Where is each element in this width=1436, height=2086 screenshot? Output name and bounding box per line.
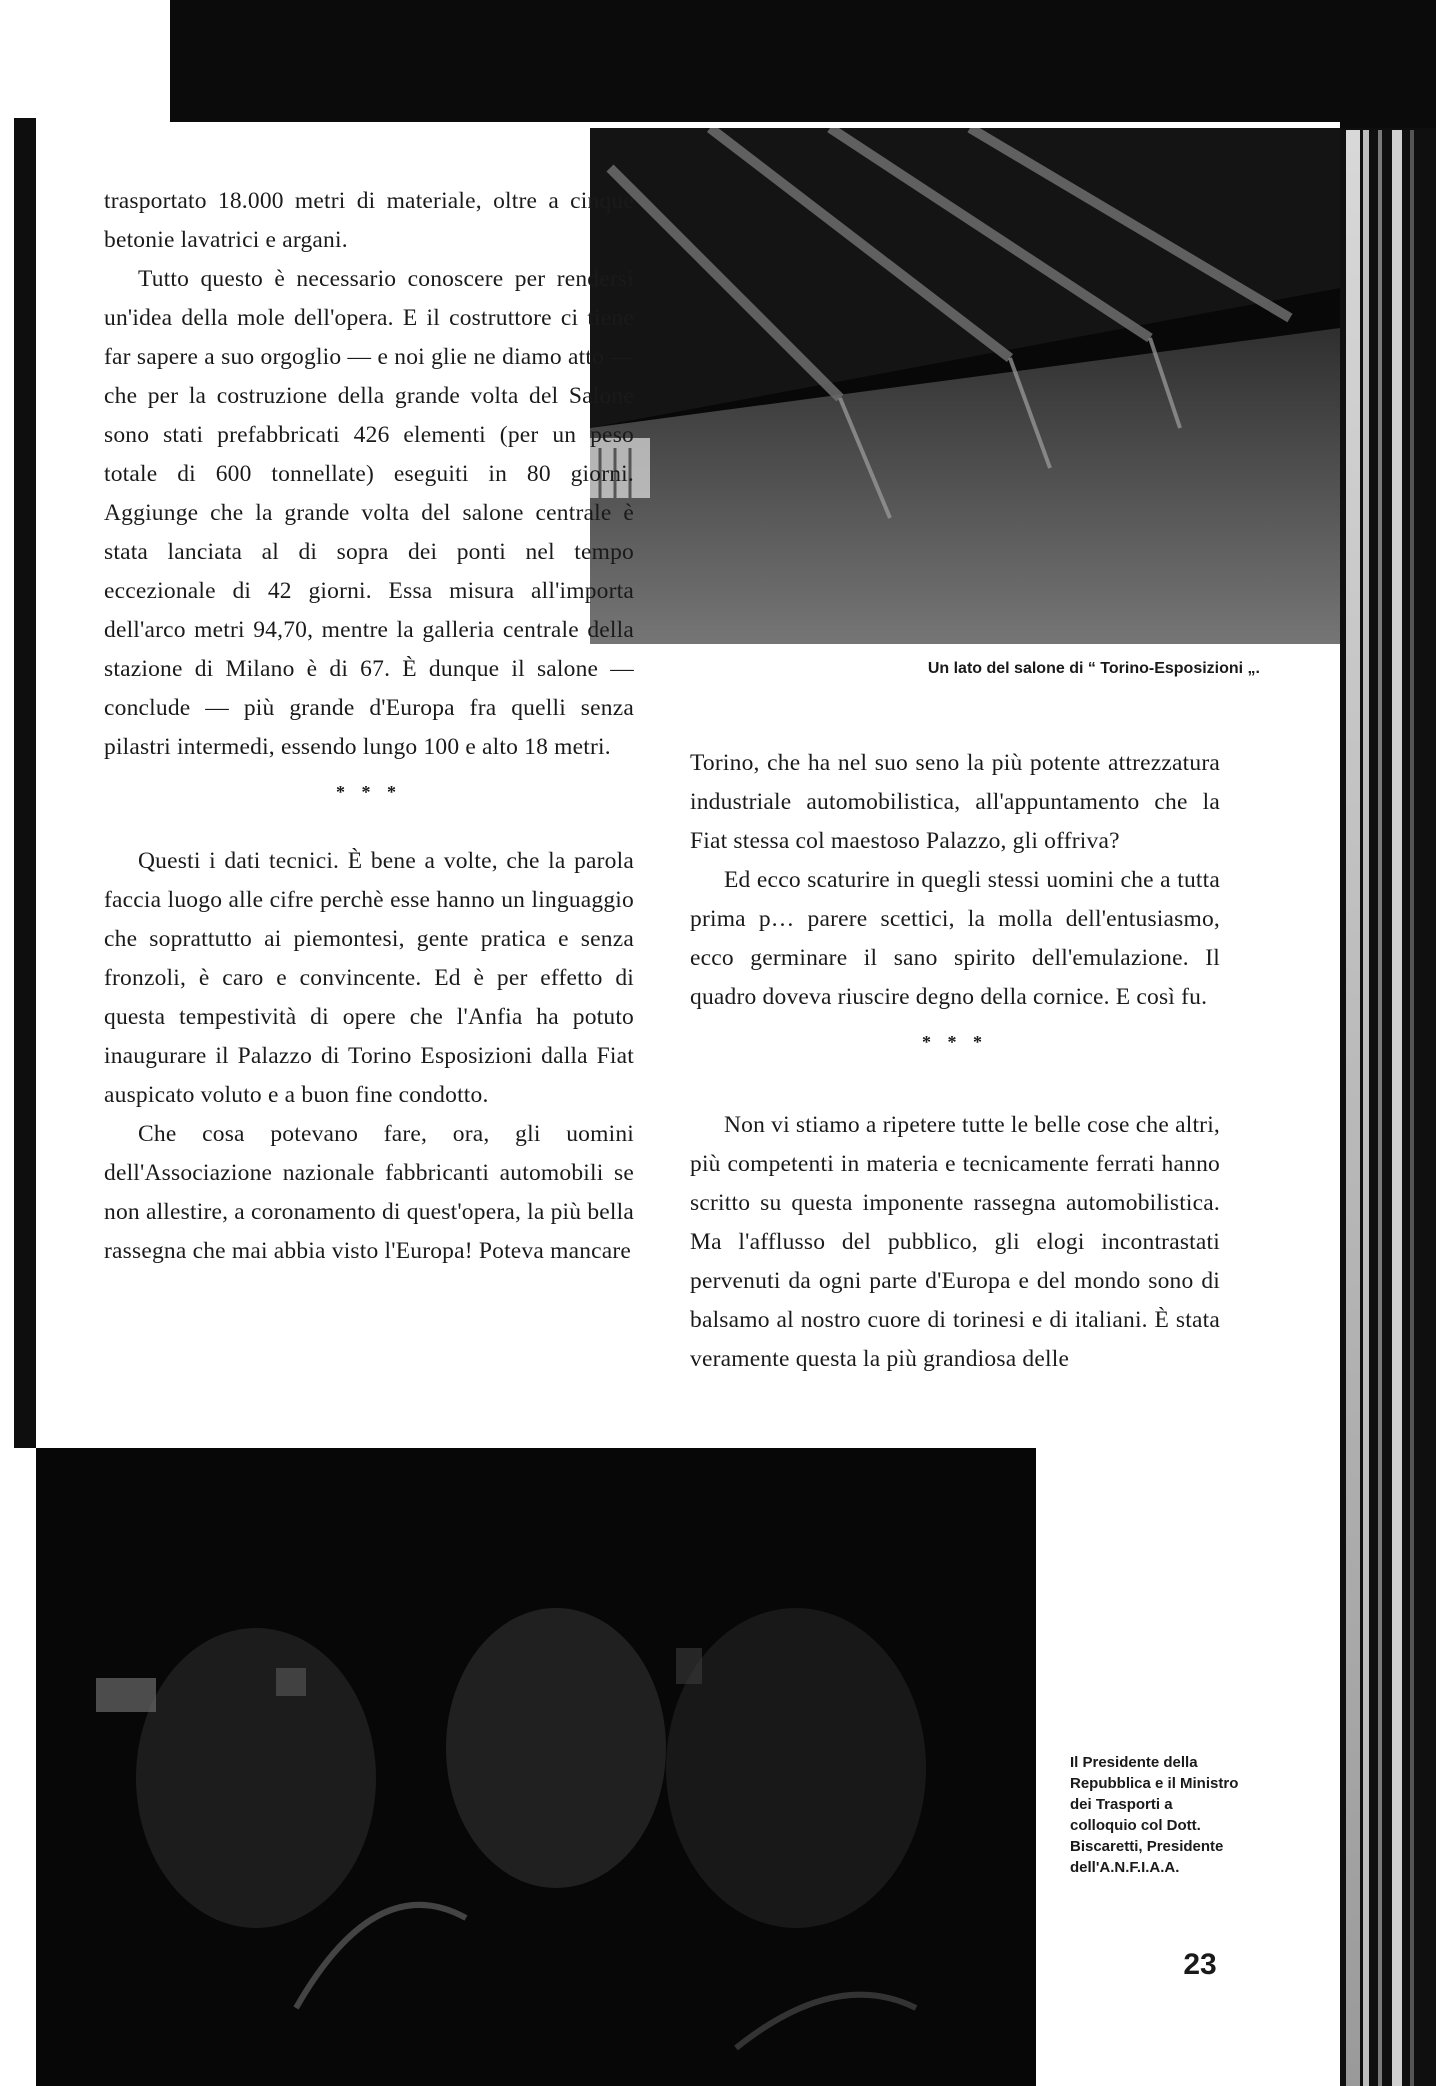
paragraph: Non vi stiamo a ripetere tutte le belle cose che altri, più competenti in materia e tecnicamente ferrati hanno scritto su questa imponente rassegna automobilistica. Ma l'afflusso del pubblico, gli elogi incontrastati pervenuti da ogni parte d'Europa e del mondo sono di balsamo al nostro cuore di torinesi e di italiani. È stata veramente questa la più grandiosa delle [690,1112,1220,1372]
scan-border-top [170,0,1436,128]
paragraph: Questi i dati tecnici. È bene a volte, che la parola faccia luogo alle cifre perchè esse hanno un linguaggio che soprattutto ai piemontesi, gente pratica e senza fronzoli, è caro e convincente. Ed è per effetto di questa tempestività di opere che l'Anfia ha potuto inaugurare il Palazzo di Torino Esposizioni dalla Fiat auspicato voluto e a buon fine condotto. [104,848,634,1108]
section-divider: * * * [336,782,402,802]
scan-margin-left [0,118,14,1448]
hall-photo-caption: Un lato del salone di “ Torino-Esposizioni „. [927,660,1260,677]
book-spine-edge [1346,130,1360,2086]
book-spine-edge [1410,130,1414,2086]
page-number: 23 [1183,1948,1217,1981]
paragraph: Torino, che ha nel suo seno la più potente attrezzatura industriale automobilistica, all'appuntamento che la Fiat stessa col maestoso Palazzo, gli offriva? [690,750,1220,854]
president-photo-caption: Il Presidente della Repubblica e il Ministro dei Trasporti a colloquio col Dott. Biscaretti, Presidente dell'A.N.F.I.A.A. [1070,1754,1239,1876]
book-spine-edge [1392,130,1402,2086]
paragraph: Tutto questo è necessario conoscere per rendersi un'idea della mole dell'opera. E il costruttore ci tiene far sapere a suo orgoglio — e noi glie ne diamo atto — che per la costruzione della grande volta del Salone sono stati prefabbricati 426 elementi (per un peso totale di 600 tonnellate) eseguiti in 80 giorni. Aggiunge che la grande volta del salone centrale è stata lanciata al di sopra dei ponti nel tempo eccezionale di 42 giorni. Essa misura all'importa dell'arco metri 94,70, mentre la galleria centrale della stazione di Milano è di 67. È dunque il salone — conclude — più grande d'Europa fra quelli senza pilastri intermedi, essendo lungo 100 e alto 18 metri. [104,266,634,760]
hall-photo [590,128,1340,644]
book-spine-edge [1378,130,1382,2086]
right-text-column [690,744,1220,1379]
president-photo-illustration [36,1448,1036,2086]
book-spine-edge [1363,130,1369,2086]
hall-photo-illustration [590,128,1340,644]
scan-corner [0,0,170,120]
section-divider: * * * [922,1032,988,1052]
president-photo [36,1448,1036,2086]
left-text-column [104,182,634,1271]
paragraph: Ed ecco scaturire in quegli stessi uomini che a tutta prima p… parere scettici, la molla dell'entusiasmo, ecco germinare il sano spirito dell'emulazione. Il quadro doveva riuscire degno della cornice. E così fu. [690,867,1220,1010]
paragraph: trasportato 18.000 metri di materiale, oltre a cinque betonie lavatrici e argani. [104,188,634,253]
paragraph: Che cosa potevano fare, ora, gli uomini dell'Associazione nazionale fabbricanti automobili se non allestire, a coronamento di quest'opera, la più bella rassegna che mai abbia visto l'Europa! Poteva mancare [104,1121,634,1264]
